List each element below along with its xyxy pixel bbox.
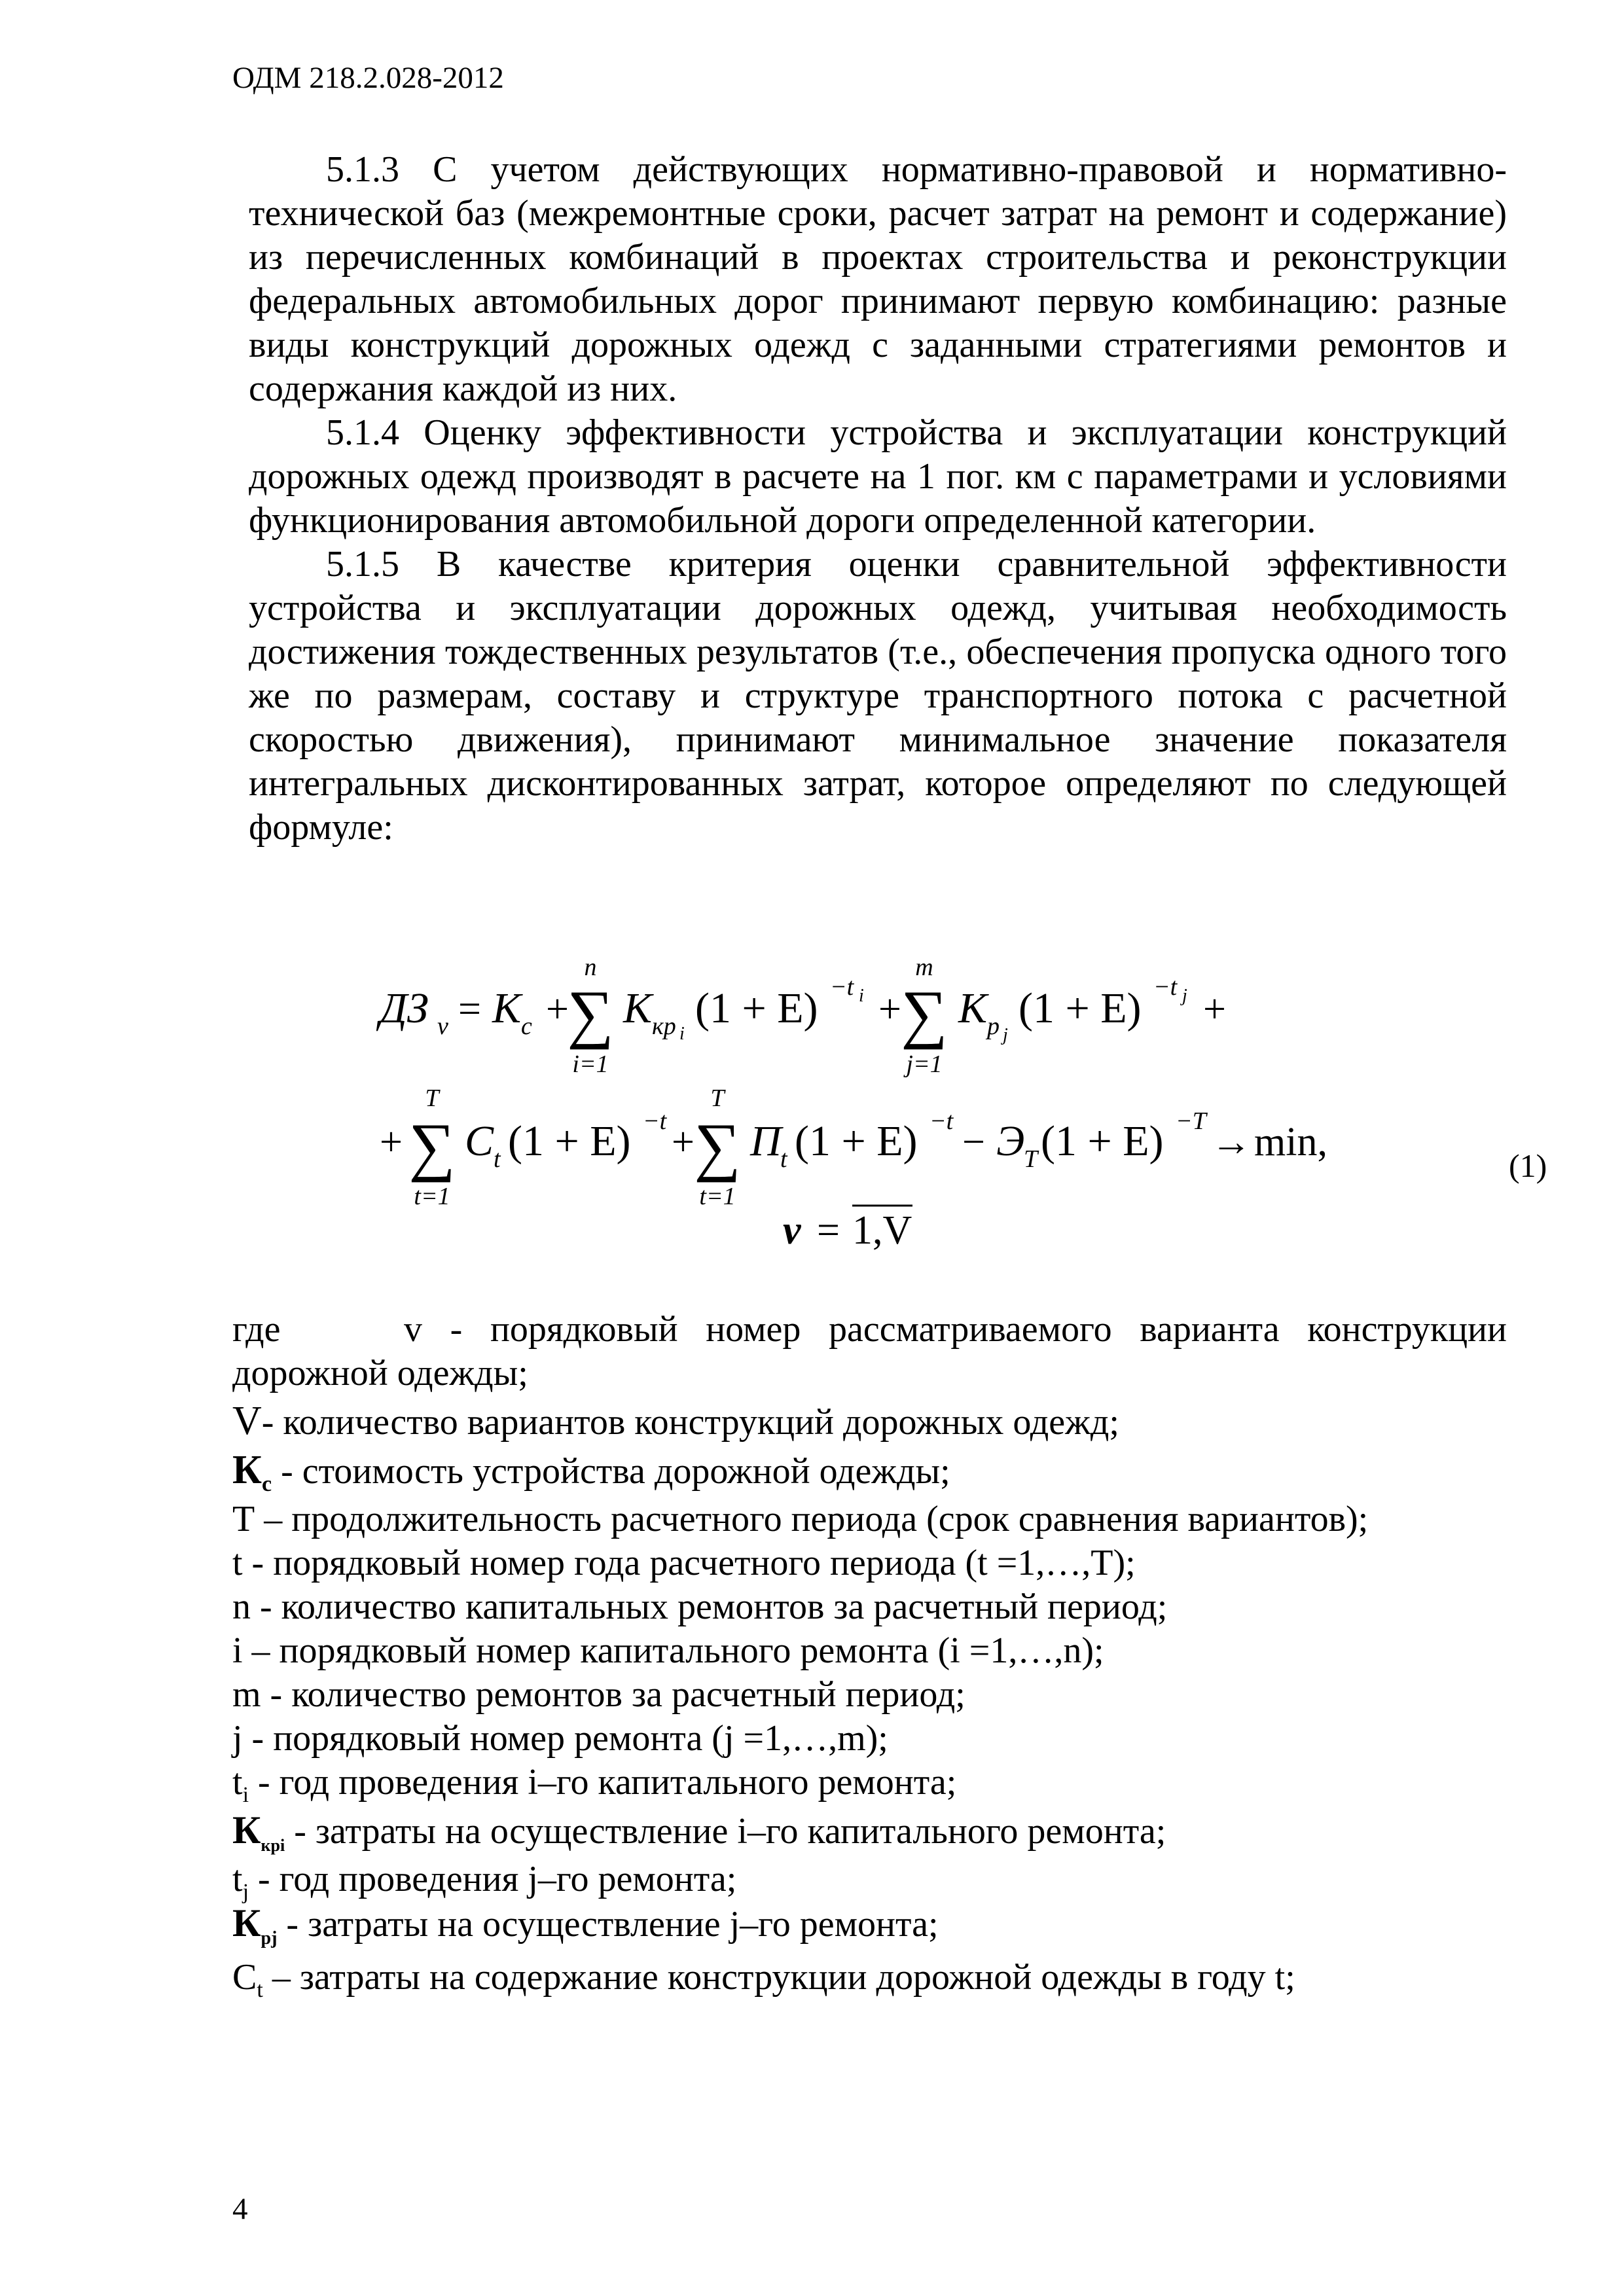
c-symbol: C	[465, 1117, 494, 1165]
lhs-symbol: ДЗ	[380, 984, 429, 1032]
sum1-sigma: ∑	[567, 977, 614, 1050]
c-subscript: t	[494, 1145, 501, 1173]
paren-1: (1 + E)	[695, 984, 818, 1032]
sum2-upper: m	[915, 954, 933, 981]
e-subscript: T	[1024, 1145, 1038, 1173]
definition-tj-symbol: t	[232, 1859, 243, 1899]
sum4-sigma: ∑	[694, 1110, 741, 1183]
body-text	[249, 148, 1507, 850]
k-subscript: c	[521, 1013, 532, 1040]
definition-ti-text: - год проведения i–го капитального ремонта;	[249, 1762, 957, 1803]
definition-v-text: v - порядковый номер рассматриваемого варианта конструкции дорожной одежды;	[232, 1309, 1507, 1393]
definition-Kc-text: - стоимость устройства дорожной одежды;	[272, 1451, 950, 1492]
kkr-subscript-index: i	[679, 1024, 685, 1044]
formula-1	[367, 942, 1327, 1257]
sum4-lower: t=1	[699, 1183, 736, 1210]
definition-Ct-text: – затраты на содержание конструкции дорожной одежды в году t;	[262, 1957, 1295, 1998]
sum1-lower: i=1	[572, 1050, 609, 1078]
plus-sign-5: +	[672, 1120, 695, 1164]
paren-3: (1 + E)	[508, 1117, 631, 1165]
definition-tj-subscript: j	[242, 1880, 249, 1905]
definition-Kp-text: - затраты на осуществление j–го ремонта;	[277, 1904, 939, 1945]
plus-sign-4: +	[380, 1120, 403, 1164]
definition-t: t - порядковый номер года расчетного периода (t =1,…,T);	[232, 1543, 1136, 1583]
definition-Ct-symbol: C	[232, 1957, 257, 1998]
min-word: min,	[1254, 1120, 1327, 1164]
definition-n: n - количество капитальных ремонтов за расчетный период;	[232, 1587, 1168, 1627]
k-symbol: К	[492, 984, 521, 1032]
p-symbol: П	[750, 1117, 782, 1165]
paragraph-5-1-5: 5.1.5 В качестве критерия оценки сравнительной эффективности устройства и эксплуатации дорожных одежд, учитывая необходимость достижения тождественных результатов (т.е., обеспечения пропуска одного того же по размерам, составу и структуре транспортного потока с расчетной скоростью движения), принимают минимальное значение показателя интегральных дисконтированных затрат, которое определяют по следующей формуле:	[249, 544, 1507, 848]
plus-sign: +	[546, 987, 569, 1031]
definition-Kp	[232, 1901, 1507, 1949]
lhs-subscript: v	[437, 1013, 448, 1040]
document-code: ОДМ 218.2.028-2012	[232, 61, 504, 95]
range-1-V: 1,V	[852, 1208, 912, 1253]
paragraph-5-1-4: 5.1.4 Оценку эффективности устройства и эксплуатации конструкций дорожных одежд производят в расчете на 1 пог. км с параметрами и условиями функционирования автомобильной дороги определенной категории.	[249, 412, 1507, 541]
sum2-lower: j=1	[906, 1050, 943, 1078]
sum3-sigma: ∑	[408, 1110, 456, 1183]
exponent-2: −t	[1153, 973, 1178, 1001]
kkr-subscript: кр	[652, 1013, 676, 1040]
sum4-upper: T	[710, 1085, 725, 1112]
sum2-sigma: ∑	[901, 977, 948, 1050]
definition-V	[232, 1399, 1507, 1444]
definition-Kc-symbol: К	[232, 1448, 262, 1492]
definition-Ct-subscript: t	[257, 1978, 263, 2003]
page-number: 4	[232, 2192, 248, 2226]
sum3-lower: t=1	[414, 1183, 450, 1210]
kp-subscript: p	[987, 1013, 1000, 1040]
definition-tj	[232, 1857, 1507, 1905]
definition-Kkr-symbol: К	[232, 1808, 261, 1852]
definition-tj-text: - год проведения j–го ремонта;	[249, 1859, 737, 1899]
definition-Kc	[232, 1448, 1507, 1497]
definition-Ct	[232, 1956, 1507, 2003]
kp-subscript-index: j	[1003, 1025, 1008, 1045]
e-symbol: Э	[996, 1117, 1025, 1165]
plus-sign-2: +	[878, 987, 901, 1031]
definition-Kkr-subscript: крi	[261, 1836, 285, 1856]
plus-sign-3: +	[1203, 987, 1226, 1031]
v-symbol: v	[783, 1208, 801, 1253]
definition-i: i – порядковый номер капитального ремонта (i =1,…,n);	[232, 1630, 1104, 1671]
definition-j: j - порядковый номер ремонта (j =1,…,m);	[232, 1718, 888, 1759]
definition-ti-subscript: i	[242, 1783, 249, 1808]
definition-m: m - количество ремонтов за расчетный период;	[232, 1674, 965, 1715]
paren-4: (1 + E)	[795, 1117, 918, 1165]
definition-V-text: - количество вариантов конструкций дорожных одежд;	[261, 1402, 1119, 1443]
arrow: →	[1211, 1120, 1252, 1164]
definition-ti	[232, 1761, 1507, 1808]
definition-T: Т – продолжительность расчетного периода (срок сравнения вариантов);	[232, 1499, 1369, 1539]
where-word: где	[232, 1309, 281, 1350]
exponent-4: −t	[929, 1107, 954, 1135]
definition-Kkr	[232, 1808, 1507, 1854]
paragraph-5-1-3: 5.1.3 С учетом действующих нормативно-правовой и нормативно-технической баз (межремонтные сроки, расчет затрат на ремонт и содержание) из перечисленных комбинаций в проектах строительства и реконструкции федеральных автомобильных дорог принимают первую комбинацию: разные виды конструкций дорожных одежд с заданными стратегиями ремонтов и содержания каждой из них.	[249, 149, 1507, 409]
paren-2: (1 + E)	[1019, 984, 1142, 1032]
definition-Kc-subscript: с	[261, 1472, 272, 1497]
paren-5: (1 + E)	[1041, 1117, 1164, 1165]
kp-symbol: К	[958, 984, 987, 1032]
definitions-list	[232, 1308, 1507, 2003]
exponent-1: −t	[830, 973, 854, 1001]
formula-svg	[367, 942, 1327, 1257]
kkr-symbol: К	[623, 984, 652, 1032]
definition-v	[232, 1308, 1507, 1395]
exponent-5: −T	[1176, 1107, 1206, 1135]
equals-sign: =	[458, 987, 481, 1031]
p-subscript: t	[780, 1145, 787, 1173]
sum3-upper: T	[425, 1085, 439, 1112]
equation-number: (1)	[1509, 1147, 1547, 1184]
minus-sign: −	[962, 1120, 985, 1164]
exponent-3: −t	[643, 1107, 667, 1135]
definition-Kp-subscript: рj	[261, 1928, 278, 1949]
exponent-1-sub: i	[859, 986, 864, 1006]
definition-V-symbol: V	[232, 1399, 262, 1443]
exponent-2-sub: j	[1182, 986, 1187, 1006]
sum1-upper: n	[584, 954, 597, 981]
equals-sign-2: =	[817, 1208, 840, 1253]
definition-Kp-symbol: К	[232, 1901, 261, 1945]
definition-Kkr-text: - затраты на осуществление i–го капитального ремонта;	[285, 1811, 1166, 1852]
definition-ti-symbol: t	[232, 1762, 243, 1803]
